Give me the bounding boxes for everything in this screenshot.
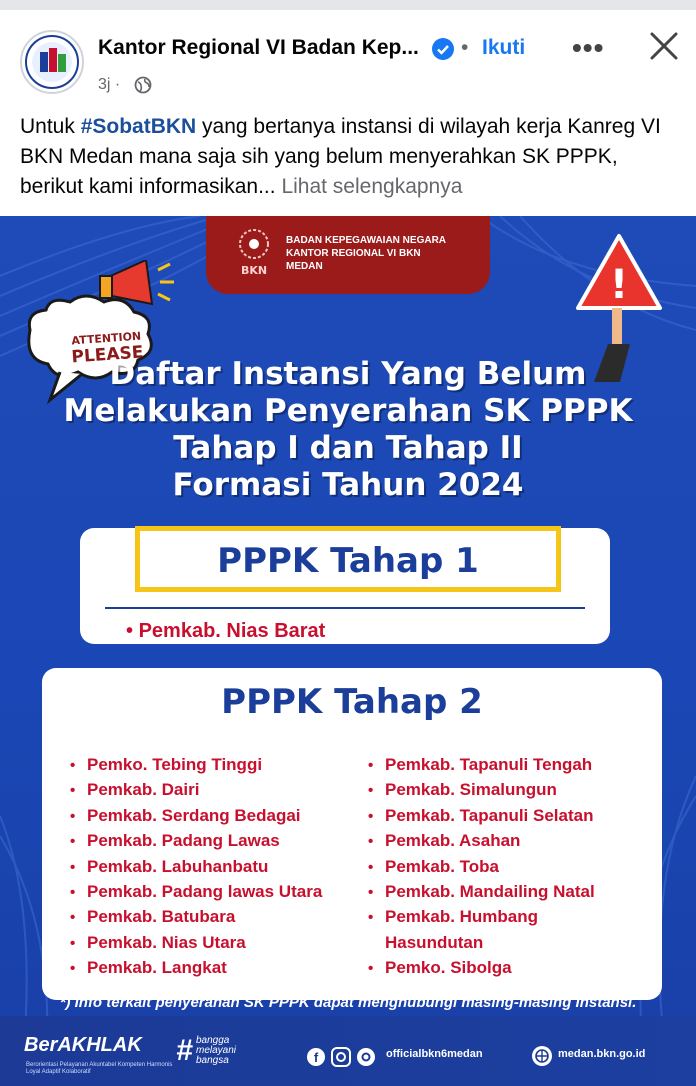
warning-mark: ! [609, 262, 629, 308]
poster-footer [0, 1016, 696, 1086]
attention-line-1: ATTENTION [71, 329, 142, 348]
list-item-text: Pemkab. Nias Utara [87, 932, 246, 952]
org-name [286, 234, 446, 273]
list-item-text: Pemko. Sibolga [385, 958, 512, 978]
close-icon[interactable] [646, 28, 682, 64]
more-options-icon[interactable]: ••• [572, 32, 605, 63]
list-item-text: Pemkab. Labuhanbatu [87, 856, 269, 876]
tahap2-title: PPPK Tahap 2 [221, 682, 483, 722]
list-item [70, 777, 322, 802]
bangga-text: bangga melayani bangsa [196, 1035, 237, 1066]
top-divider [0, 0, 696, 10]
tahap2-right-list [368, 752, 595, 981]
list-item-text: Pemkab. Batubara [87, 907, 236, 927]
bangga-hash: # [176, 1034, 193, 1067]
org-logo-text: BKN [240, 264, 268, 277]
list-item [70, 879, 322, 904]
list-item-text: Pemkab. Tapanuli Tengah [385, 755, 593, 774]
list-item-text: Pemkab. Tapanuli Selatan [385, 805, 594, 825]
bullet: • [368, 960, 374, 978]
social-handle: officialbkn6medan [386, 1048, 483, 1060]
list-item-text: Pemkab. Dairi [87, 780, 200, 800]
list-item-text: Pemkab. Padang lawas Utara [87, 881, 323, 901]
list-item-text: Pemkab. Mandailing Natal [385, 881, 595, 901]
berakhlak-tagline: Berorientasi Pelayanan Akuntabel Kompeten Harmonis Loyal Adaptif Kolaboratif [26, 1062, 173, 1075]
bullet: • [70, 782, 76, 800]
list-item-text: Pemkab. Serdang Bedagai [87, 805, 301, 825]
title-line-4: Formasi Tahun 2024 [172, 467, 524, 503]
tahap2-left-list [70, 752, 322, 981]
bullet: • [126, 620, 134, 642]
list-item [368, 777, 595, 802]
attention-badge [20, 260, 180, 370]
list-item [368, 879, 595, 904]
bullet: • [70, 883, 76, 901]
title-line-2: Melakukan Penyerahan SK PPPK [63, 393, 633, 429]
website-url: medan.bkn.go.id [558, 1048, 646, 1060]
org-banner [206, 216, 490, 294]
separator-dot: • [461, 36, 469, 59]
list-item [368, 752, 595, 777]
bullet: • [70, 858, 76, 876]
list-item [126, 620, 325, 643]
title-line-3: Tahap I dan Tahap II [173, 430, 523, 466]
berakhlak-logo: BerAKHLAK [24, 1034, 142, 1056]
list-item [368, 955, 595, 980]
list-item-continued: Hasundutan [385, 932, 484, 952]
threads-icon [357, 1048, 375, 1066]
svg-text:f: f [313, 1050, 319, 1065]
attention-line-2: PLEASE [70, 342, 145, 368]
list-item [70, 803, 322, 828]
bullet: • [368, 833, 374, 851]
page-avatar-icon[interactable] [20, 30, 84, 94]
see-more-link[interactable]: Lihat selengkapnya [281, 175, 463, 198]
tahap1-card [80, 528, 610, 644]
page-name[interactable]: Kantor Regional VI Badan Kep... [98, 36, 419, 59]
poster-title [40, 356, 656, 504]
bullet: • [368, 909, 374, 927]
follow-button[interactable]: Ikuti [482, 36, 526, 59]
list-item-text: Pemkab. Humbang [385, 907, 539, 927]
list-item-text: Pemkab. Simalungun [385, 780, 557, 800]
bkn-logo-icon [232, 226, 276, 278]
post-caption [20, 112, 680, 202]
web-icon [532, 1046, 552, 1066]
caption-intro: Untuk [20, 115, 81, 138]
tahap1-title: PPPK Tahap 1 [217, 541, 479, 581]
org-line-2: KANTOR REGIONAL VI BKN [286, 248, 421, 259]
list-item [70, 828, 322, 853]
list-item [70, 930, 322, 955]
list-item [70, 904, 322, 929]
tahap2-card [42, 668, 662, 1000]
hashtag-link[interactable]: #SobatBKN [80, 115, 197, 138]
bullet: • [70, 960, 76, 978]
social-icons [306, 1046, 378, 1068]
list-item-text: Pemkab. Asahan [385, 831, 521, 851]
divider [105, 607, 585, 609]
list-item-text: Pemkab. Padang Lawas [87, 831, 280, 851]
bullet: • [70, 807, 76, 825]
list-item [368, 803, 595, 828]
tahap1-title-box [135, 526, 561, 592]
instagram-icon [332, 1048, 350, 1066]
post-time[interactable]: 3j · [98, 76, 121, 93]
bullet: • [70, 909, 76, 927]
list-item-text: Pemkab. Langkat [87, 958, 227, 978]
title-line-1: Daftar Instansi Yang Belum [109, 356, 587, 392]
footnote: *) Info terkait penyerahan SK PPPK dapat menghubungi masing-masing Instansi. [59, 994, 637, 1011]
bullet: • [368, 782, 374, 800]
bullet: • [70, 934, 76, 952]
caption-body: yang bertanya instansi di wilayah kerja Kanreg VI BKN Medan mana saja sih yang belum menyerahkan SK PPPK, berikut kami informasikan... [20, 115, 661, 198]
post-image[interactable] [0, 216, 696, 1086]
list-item [70, 955, 322, 980]
bullet: • [368, 883, 374, 901]
org-line-3: MEDAN [286, 261, 323, 272]
list-item-text: Pemkab. Nias Barat [138, 620, 326, 642]
bullet: • [368, 757, 374, 774]
org-line-1: BADAN KEPEGAWAIAN NEGARA [286, 235, 447, 246]
globe-icon [134, 76, 152, 94]
list-item-text: Pemko. Tebing Tinggi [87, 755, 263, 774]
list-item [368, 828, 595, 853]
bullet: • [368, 858, 374, 876]
bullet: • [368, 807, 374, 825]
list-item [368, 854, 595, 879]
list-item-text: Pemkab. Toba [385, 856, 499, 876]
list-item [70, 752, 322, 777]
bullet: • [70, 757, 76, 774]
bullet: • [70, 833, 76, 851]
facebook-icon [307, 1048, 325, 1066]
post-header [0, 10, 696, 110]
list-item [368, 904, 595, 929]
verified-badge-icon [432, 38, 454, 60]
list-item [70, 854, 322, 879]
